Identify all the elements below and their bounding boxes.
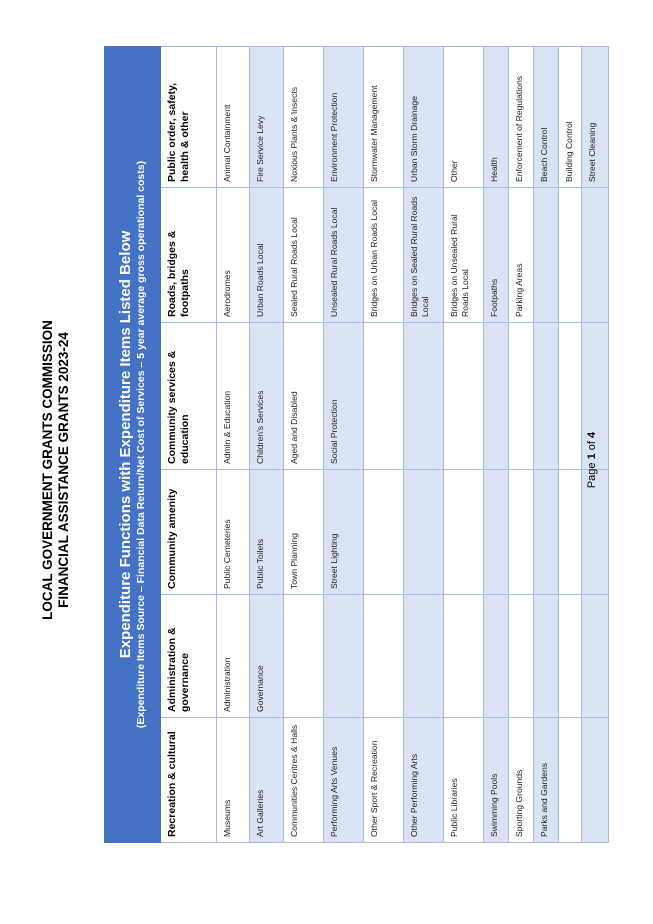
table-cell: Sporting Grounds bbox=[509, 718, 534, 843]
table-cell: Administration bbox=[217, 595, 250, 718]
table-cell bbox=[559, 595, 582, 718]
page-of-label: of bbox=[586, 437, 598, 454]
table-cell bbox=[324, 595, 364, 718]
table-cell: Children’s Services bbox=[250, 323, 284, 470]
table-subtitle: (Expenditure Items Source – Financial Data Return/Net Cost of Services – 5 year average gross operational costs) bbox=[135, 160, 147, 729]
table-cell: Museums bbox=[217, 718, 250, 843]
table-cell bbox=[444, 470, 484, 595]
table-cell: Stormwater Management bbox=[364, 46, 404, 187]
table-cell: Street Cleaning bbox=[582, 46, 609, 187]
table-cell: Environment Protection bbox=[324, 46, 364, 187]
table-cell: Public Libraries bbox=[444, 718, 484, 843]
table-cell bbox=[364, 323, 404, 470]
table-cell: Noxious Plants & Insects bbox=[284, 46, 324, 187]
table-cell bbox=[509, 323, 534, 470]
table-row bbox=[364, 46, 404, 842]
table-cell bbox=[559, 188, 582, 323]
table-row bbox=[324, 46, 364, 842]
table-row bbox=[534, 46, 559, 842]
table-cell: Sealed Rural Roads Local bbox=[284, 188, 324, 323]
table-cell bbox=[404, 323, 444, 470]
table-cell: Health bbox=[484, 46, 509, 187]
table-cell bbox=[364, 595, 404, 718]
table-cell: Footpaths bbox=[484, 188, 509, 323]
page-current: 1 bbox=[586, 453, 598, 460]
table-header bbox=[105, 46, 161, 842]
table-cell: Governance bbox=[250, 595, 284, 718]
table-cell: Public Toilets bbox=[250, 470, 284, 595]
table-cell: Bridges on Sealed Rural Roads Local bbox=[404, 188, 444, 323]
expenditure-functions-table bbox=[104, 46, 609, 843]
table-cell bbox=[484, 323, 509, 470]
column-header: Roads, bridges & footpaths bbox=[161, 188, 217, 323]
document-title bbox=[36, 290, 76, 650]
table-row bbox=[484, 46, 509, 842]
table-row bbox=[404, 46, 444, 842]
table-cell bbox=[444, 595, 484, 718]
table-cell: Urban Roads Local bbox=[250, 188, 284, 323]
table-cell: Swimming Pools bbox=[484, 718, 509, 843]
table-cell: Parks and Gardens bbox=[534, 718, 559, 843]
table-cell: Urban Storm Drainage bbox=[404, 46, 444, 187]
page-label: Page bbox=[586, 459, 598, 489]
table-row bbox=[559, 46, 582, 842]
table-cell: Bridges on Urban Roads Local bbox=[364, 188, 404, 323]
table-cell: Art Galleries bbox=[250, 718, 284, 843]
table-cell bbox=[582, 188, 609, 323]
table-cell bbox=[559, 323, 582, 470]
table-cell: Other Sport & Recreation bbox=[364, 718, 404, 843]
column-header: Public order, safety, health & other bbox=[161, 46, 217, 187]
table-cell: Street Lighting bbox=[324, 470, 364, 595]
table-cell bbox=[284, 595, 324, 718]
table-cell: Aerodromes bbox=[217, 188, 250, 323]
table-cell: Social Protection bbox=[324, 323, 364, 470]
page-total: 4 bbox=[586, 431, 598, 438]
table-row bbox=[509, 46, 534, 842]
table-row bbox=[217, 46, 250, 842]
table-cell bbox=[559, 470, 582, 595]
table-cell: Beach Control bbox=[534, 46, 559, 187]
column-header: Community services & education bbox=[161, 323, 217, 470]
page-number bbox=[582, 400, 602, 520]
table-cell: Admin & Education bbox=[217, 323, 250, 470]
table-row bbox=[284, 46, 324, 842]
column-header: Recreation & cultural bbox=[161, 718, 217, 843]
table-cell bbox=[444, 323, 484, 470]
table-cell bbox=[534, 323, 559, 470]
table-cell: Bridges on Unsealed Rural Roads Local bbox=[444, 188, 484, 323]
column-header: Community amenity bbox=[161, 470, 217, 595]
table-cell bbox=[534, 470, 559, 595]
table-cell bbox=[509, 595, 534, 718]
table-cell: Other bbox=[444, 46, 484, 187]
table-cell bbox=[582, 595, 609, 718]
table-cell bbox=[484, 595, 509, 718]
column-header: Administration & governance bbox=[161, 595, 217, 718]
table-cell bbox=[534, 595, 559, 718]
table-cell bbox=[582, 718, 609, 843]
table-cell: Parking Areas bbox=[509, 188, 534, 323]
table-cell: Other Performing Arts bbox=[404, 718, 444, 843]
table-cell: Communities Centres & Halls bbox=[284, 718, 324, 843]
table-cell bbox=[404, 470, 444, 595]
table-row bbox=[250, 46, 284, 842]
table-cell bbox=[484, 470, 509, 595]
table-cell bbox=[509, 470, 534, 595]
column-headers-row bbox=[161, 46, 217, 842]
document-title-line-1: LOCAL GOVERNMENT GRANTS COMMISSION bbox=[40, 320, 55, 620]
table-cell: Town Planning bbox=[284, 470, 324, 595]
table-cell: Fire Service Levy bbox=[250, 46, 284, 187]
table-cell: Animal Containment bbox=[217, 46, 250, 187]
table-cell bbox=[534, 188, 559, 323]
table-cell: Aged and Disabled bbox=[284, 323, 324, 470]
table-cell bbox=[364, 470, 404, 595]
table-cell: Building Control bbox=[559, 46, 582, 187]
table-cell bbox=[559, 718, 582, 843]
document-title-line-2: FINANCIAL ASSISTANCE GRANTS 2023-24 bbox=[56, 332, 71, 608]
table-cell: Performing Arts Venues bbox=[324, 718, 364, 843]
table-cell bbox=[404, 595, 444, 718]
table-cell: Unsealed Rural Roads Local bbox=[324, 188, 364, 323]
table-title: Expenditure Functions with Expenditure Items Listed Below bbox=[117, 230, 134, 659]
table-row bbox=[444, 46, 484, 842]
table-cell: Public Cemeteries bbox=[217, 470, 250, 595]
table-cell: Enforcement of Regulations bbox=[509, 46, 534, 187]
